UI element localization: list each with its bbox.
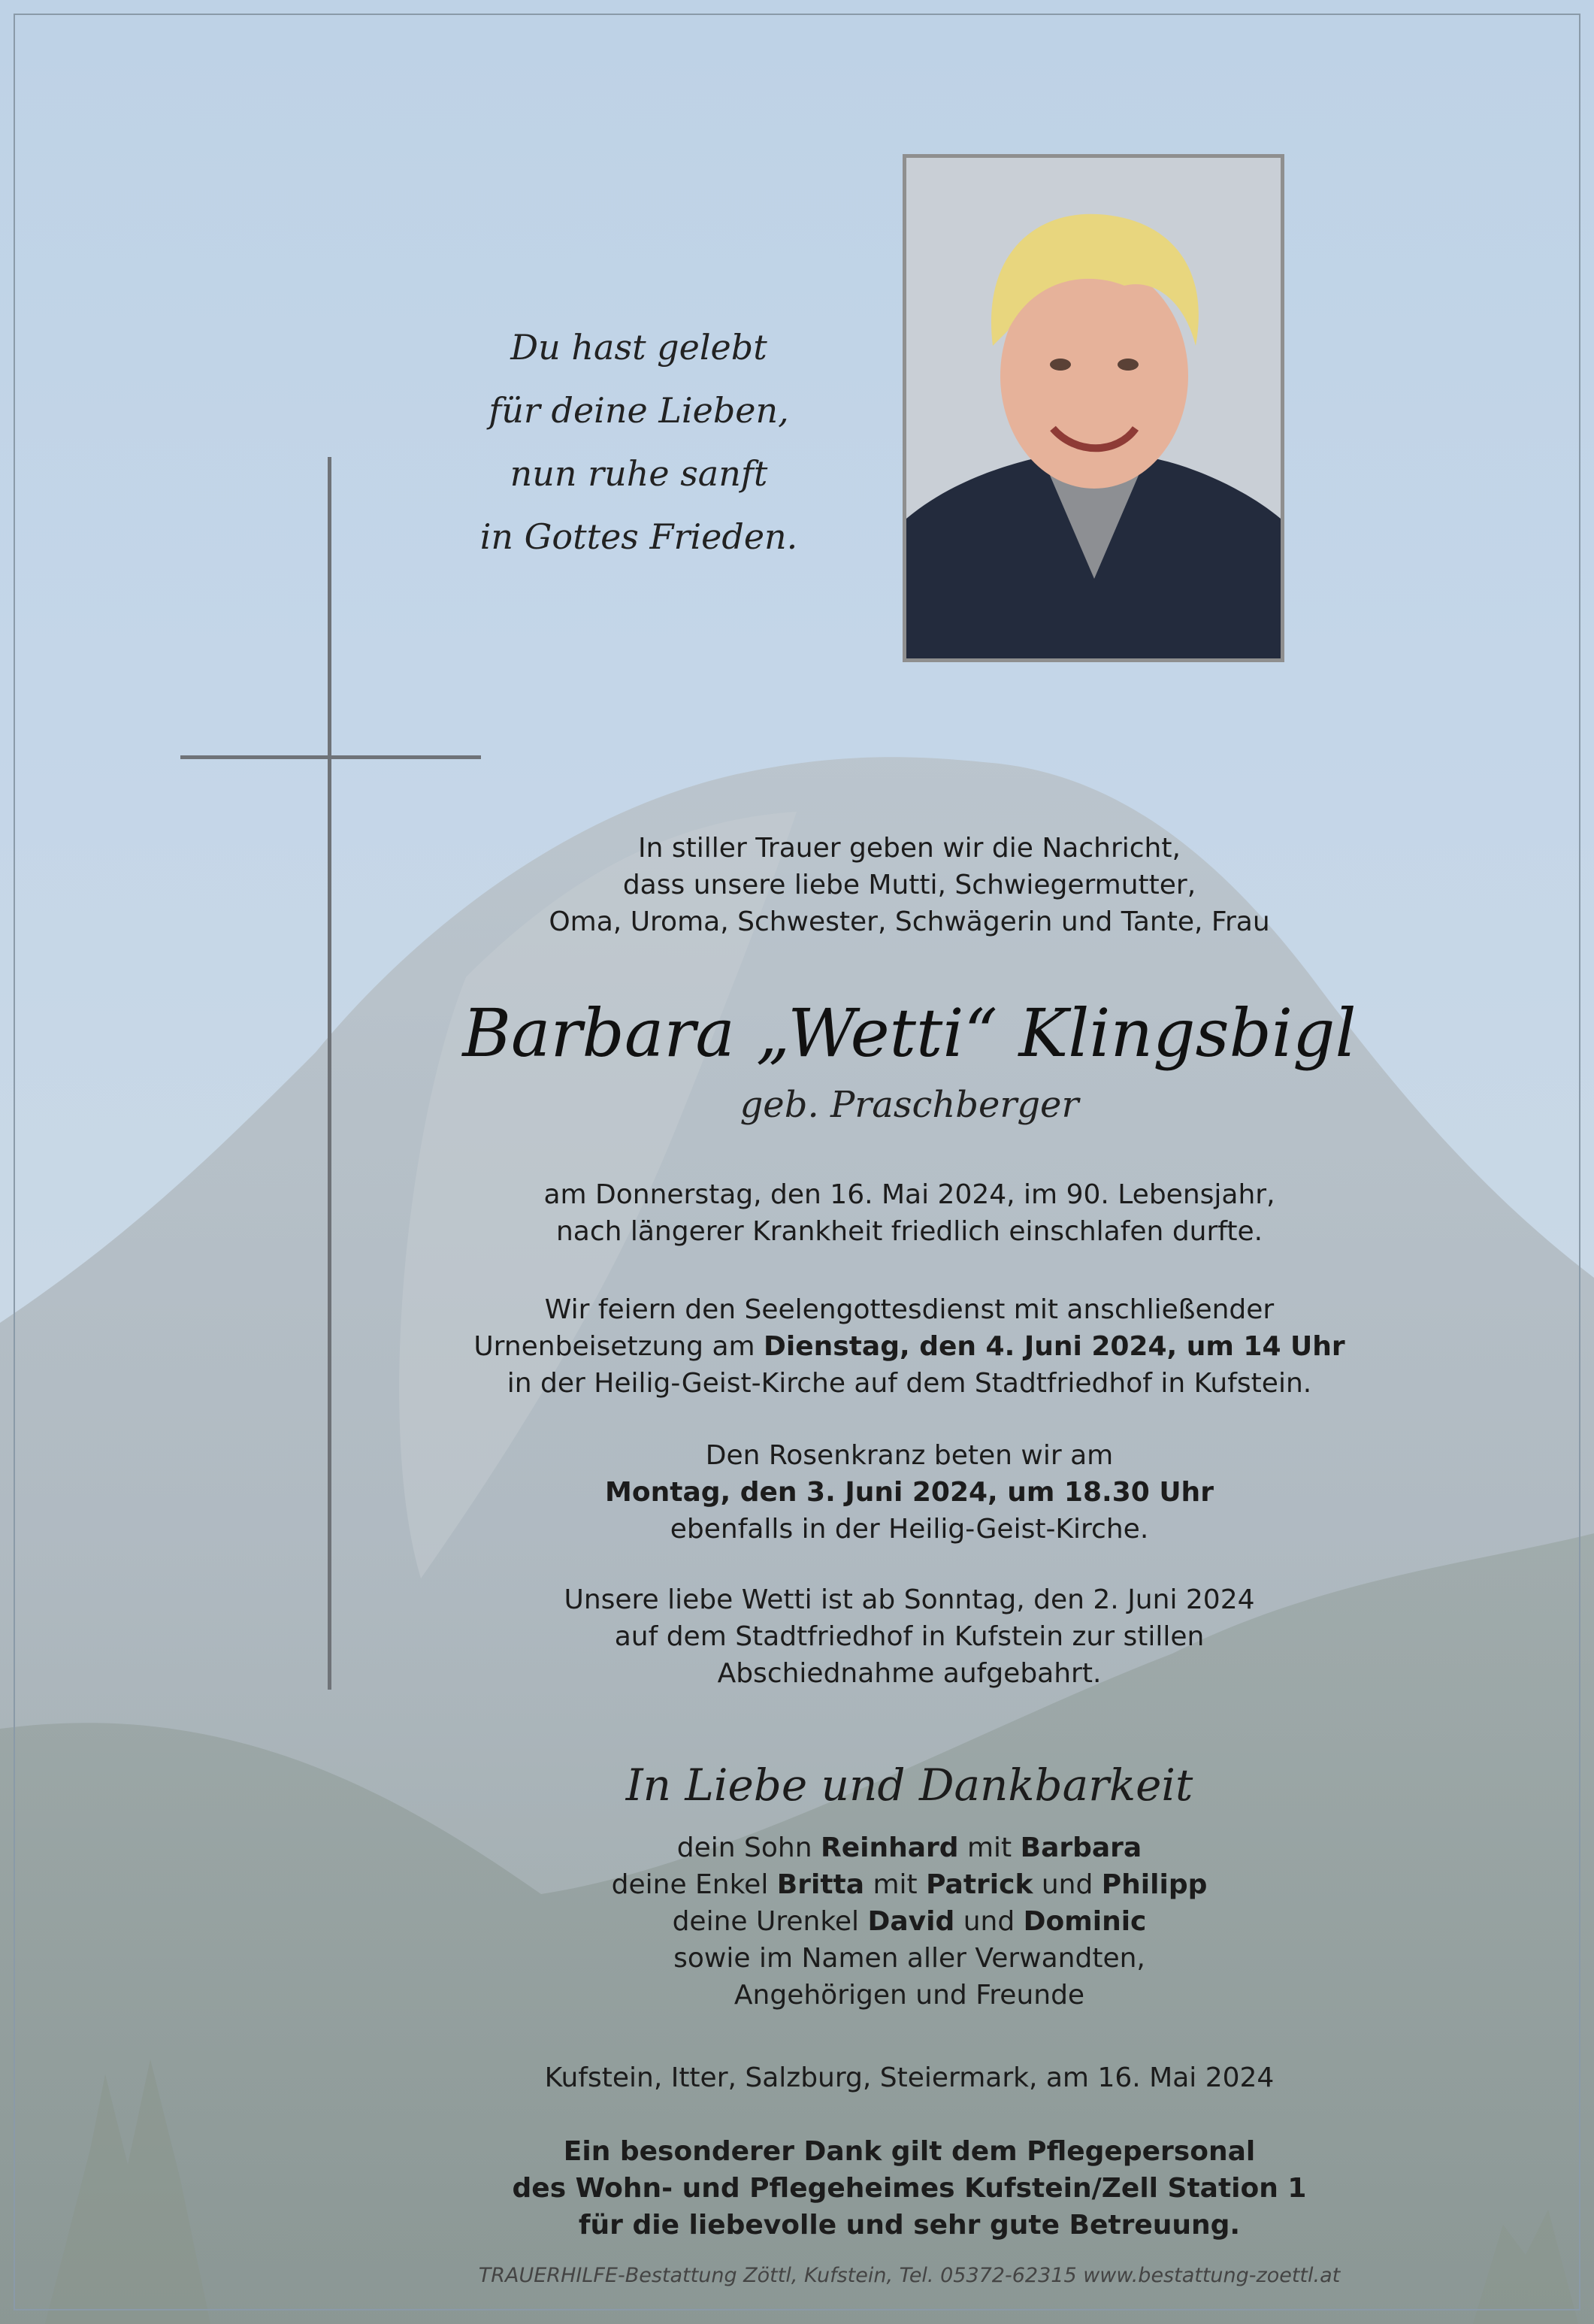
viewing-line: auf dem Stadtfriedhof in Kufstein zur stillen bbox=[614, 1621, 1205, 1652]
place-date: Kufstein, Itter, Salzburg, Steiermark, am 16. Mai 2024 bbox=[544, 2062, 1275, 2093]
rosary-line bbox=[421, 1474, 1398, 1511]
memorial-quote bbox=[421, 316, 857, 568]
quote-line: in Gottes Frieden. bbox=[479, 516, 798, 557]
deceased-name: Barbara „Wetti“ Klingsbigl bbox=[462, 994, 1357, 1072]
death-notice bbox=[421, 1176, 1398, 1250]
cross-horizontal-bar bbox=[180, 755, 481, 759]
mourners-line: sowie im Namen aller Verwandten, bbox=[673, 1943, 1145, 1974]
thanks-line: Ein besonderer Dank gilt dem Pflegepersonal bbox=[563, 2136, 1256, 2167]
special-thanks bbox=[421, 2133, 1398, 2244]
service-date: Dienstag, den 4. Juni 2024, um 14 Uhr bbox=[764, 1331, 1345, 1362]
death-line: am Donnerstag, den 16. Mai 2024, im 90. Lebensjahr, bbox=[543, 1179, 1275, 1210]
undertaker-footer: TRAUERHILFE-Bestattung Zöttl, Kufstein, Tel. 05372-62315 www.bestattung-zoettl.at bbox=[478, 2264, 1341, 2287]
viewing-line: Unsere liebe Wetti ist ab Sonntag, den 2. Juni 2024 bbox=[564, 1584, 1255, 1615]
quote-line: für deine Lieben, bbox=[488, 390, 789, 431]
death-line: nach längerer Krankheit friedlich einschlafen durfte. bbox=[555, 1216, 1263, 1247]
quote-line: Du hast gelebt bbox=[510, 327, 767, 368]
rosary-notice bbox=[421, 1437, 1398, 1548]
viewing-notice bbox=[421, 1581, 1398, 1692]
thanks-line: des Wohn- und Pflegeheimes Kufstein/Zell Station 1 bbox=[512, 2173, 1307, 2204]
funeral-service bbox=[421, 1291, 1398, 1402]
quote-line: nun ruhe sanft bbox=[510, 453, 768, 494]
service-line bbox=[421, 1328, 1398, 1365]
rosary-date: Montag, den 3. Juni 2024, um 18.30 Uhr bbox=[605, 1477, 1214, 1508]
announcement-intro bbox=[421, 830, 1398, 940]
thanks-line: für die liebevolle und sehr gute Betreuung. bbox=[578, 2210, 1241, 2241]
portrait-illustration bbox=[906, 158, 1281, 658]
intro-line: dass unsere liebe Mutti, Schwiegermutter, bbox=[622, 870, 1196, 900]
service-prefix: Urnenbeisetzung am bbox=[473, 1331, 764, 1362]
mourners-heading: In Liebe und Dankbarkeit bbox=[625, 1760, 1193, 1811]
service-line: Wir feiern den Seelengottesdienst mit anschließender bbox=[544, 1294, 1275, 1325]
intro-line: In stiller Trauer geben wir die Nachricht, bbox=[638, 833, 1181, 864]
mourners-great-grandchildren: deine Urenkel David und Dominic bbox=[672, 1906, 1147, 1937]
mourners-line: Angehörigen und Freunde bbox=[733, 1980, 1085, 2011]
mourners-son: dein Sohn Reinhard mit Barbara bbox=[676, 1832, 1142, 1863]
cross-vertical-bar bbox=[328, 457, 331, 1690]
service-line: in der Heilig-Geist-Kirche auf dem Stadtfriedhof in Kufstein. bbox=[507, 1368, 1312, 1399]
rosary-line: Den Rosenkranz beten wir am bbox=[705, 1440, 1114, 1471]
viewing-line: Abschiednahme aufgebahrt. bbox=[717, 1658, 1102, 1689]
intro-line: Oma, Uroma, Schwester, Schwägerin und Tante, Frau bbox=[549, 906, 1270, 937]
birth-name: geb. Praschberger bbox=[740, 1084, 1079, 1126]
mourners-grandchildren: deine Enkel Britta mit Patrick und Philipp bbox=[611, 1869, 1208, 1900]
mourners-list bbox=[421, 1829, 1398, 2014]
rosary-line: ebenfalls in der Heilig-Geist-Kirche. bbox=[670, 1514, 1149, 1545]
portrait-photo bbox=[903, 154, 1284, 662]
